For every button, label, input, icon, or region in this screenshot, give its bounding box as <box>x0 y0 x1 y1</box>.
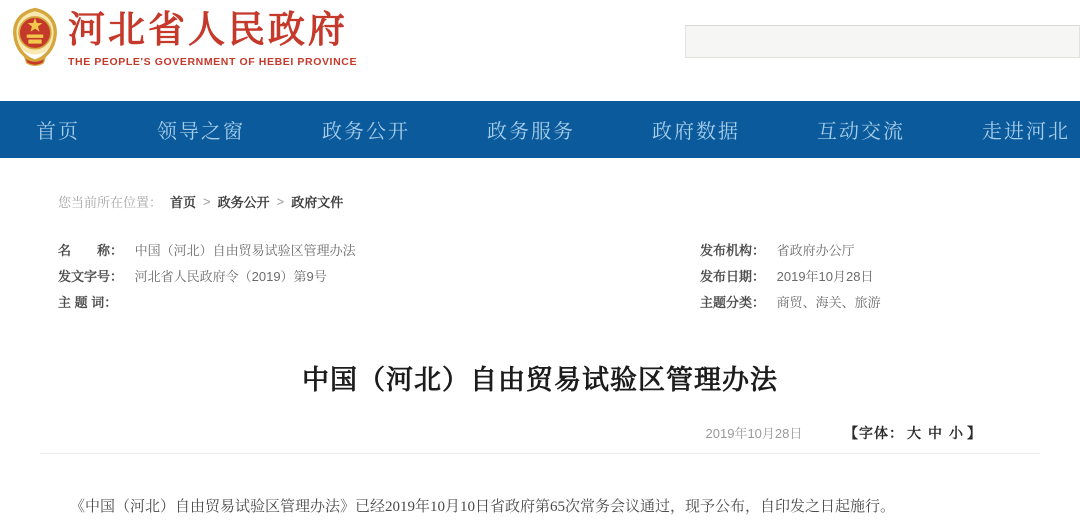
site-subtitle: THE PEOPLE'S GOVERNMENT OF HEBEI PROVINCE <box>68 55 358 68</box>
meta-value-publish-date: 2019年10月28日 <box>776 269 874 284</box>
meta-value-topic-category: 商贸、海关、旅游 <box>776 295 881 310</box>
nav-item-about-hebei[interactable]: 走进河北 <box>982 121 1070 143</box>
main-content <box>0 192 1080 521</box>
document-meta <box>58 238 1040 316</box>
font-size-medium-button[interactable]: 中 <box>928 425 943 441</box>
breadcrumb-item-gov-disclosure[interactable]: 政务公开 <box>217 195 270 210</box>
meta-label-topic-category: 主题分类： <box>700 295 766 310</box>
nav-item-gov-data[interactable]: 政府数据 <box>652 121 740 143</box>
meta-column-right <box>700 238 881 316</box>
meta-label-doc-number: 发文字号： <box>58 269 124 284</box>
nav-item-home[interactable]: 首页 <box>36 121 80 143</box>
meta-value-issuing-agency: 省政府办公厅 <box>776 243 855 258</box>
meta-label-subject-words: 主 题 词： <box>58 295 118 310</box>
nav-item-gov-services[interactable]: 政务服务 <box>487 121 575 143</box>
meta-row-subject-words <box>58 290 700 316</box>
meta-row-name <box>58 238 700 264</box>
site-title-block <box>68 6 357 68</box>
site-logo[interactable] <box>10 6 357 68</box>
site-header <box>0 0 1080 101</box>
breadcrumb-label: 您当前所在位置： <box>58 195 163 210</box>
meta-column-left <box>58 238 700 316</box>
breadcrumb-separator: > <box>203 194 211 209</box>
nav-item-gov-disclosure[interactable]: 政务公开 <box>322 121 410 143</box>
font-size-large-button[interactable]: 大 <box>907 425 922 441</box>
meta-row-issuing-agency <box>700 238 881 264</box>
main-nav <box>0 101 1080 158</box>
meta-label-name: 名 称： <box>58 243 124 258</box>
breadcrumb-item-gov-documents[interactable]: 政府文件 <box>291 195 344 210</box>
meta-row-publish-date <box>700 264 881 290</box>
font-size-control-suffix: 】 <box>967 425 982 441</box>
meta-label-issuing-agency: 发布机构： <box>700 243 766 258</box>
breadcrumb-item-home[interactable]: 首页 <box>170 195 197 210</box>
meta-label-publish-date: 发布日期： <box>700 269 766 284</box>
document-body-paragraph: 《中国（河北）自由贸易试验区管理办法》已经2019年10月10日省政府第65次常务会议通过，现予公布，自印发之日起施行。 <box>70 499 896 515</box>
font-size-control-label: 【字体： <box>844 425 904 441</box>
meta-value-doc-number: 河北省人民政府令（2019）第9号 <box>134 269 327 284</box>
site-title: 河北省人民政府 <box>68 9 348 50</box>
document-date: 2019年10月28日 <box>705 426 803 441</box>
document-title: 中国（河北）自由贸易试验区管理办法 <box>302 365 778 395</box>
national-emblem-icon <box>10 7 60 67</box>
font-size-control <box>844 425 982 441</box>
meta-row-doc-number <box>58 264 700 290</box>
meta-row-topic-category <box>700 290 881 316</box>
nav-item-interaction[interactable]: 互动交流 <box>817 121 905 143</box>
search-input[interactable] <box>685 25 1080 58</box>
nav-item-leaders[interactable]: 领导之窗 <box>157 121 245 143</box>
breadcrumb-separator: > <box>276 194 285 209</box>
font-size-small-button[interactable]: 小 <box>949 425 964 441</box>
meta-value-name: 中国（河北）自由贸易试验区管理办法 <box>134 243 356 258</box>
breadcrumb <box>58 192 1040 211</box>
document-date-row <box>40 423 1040 454</box>
